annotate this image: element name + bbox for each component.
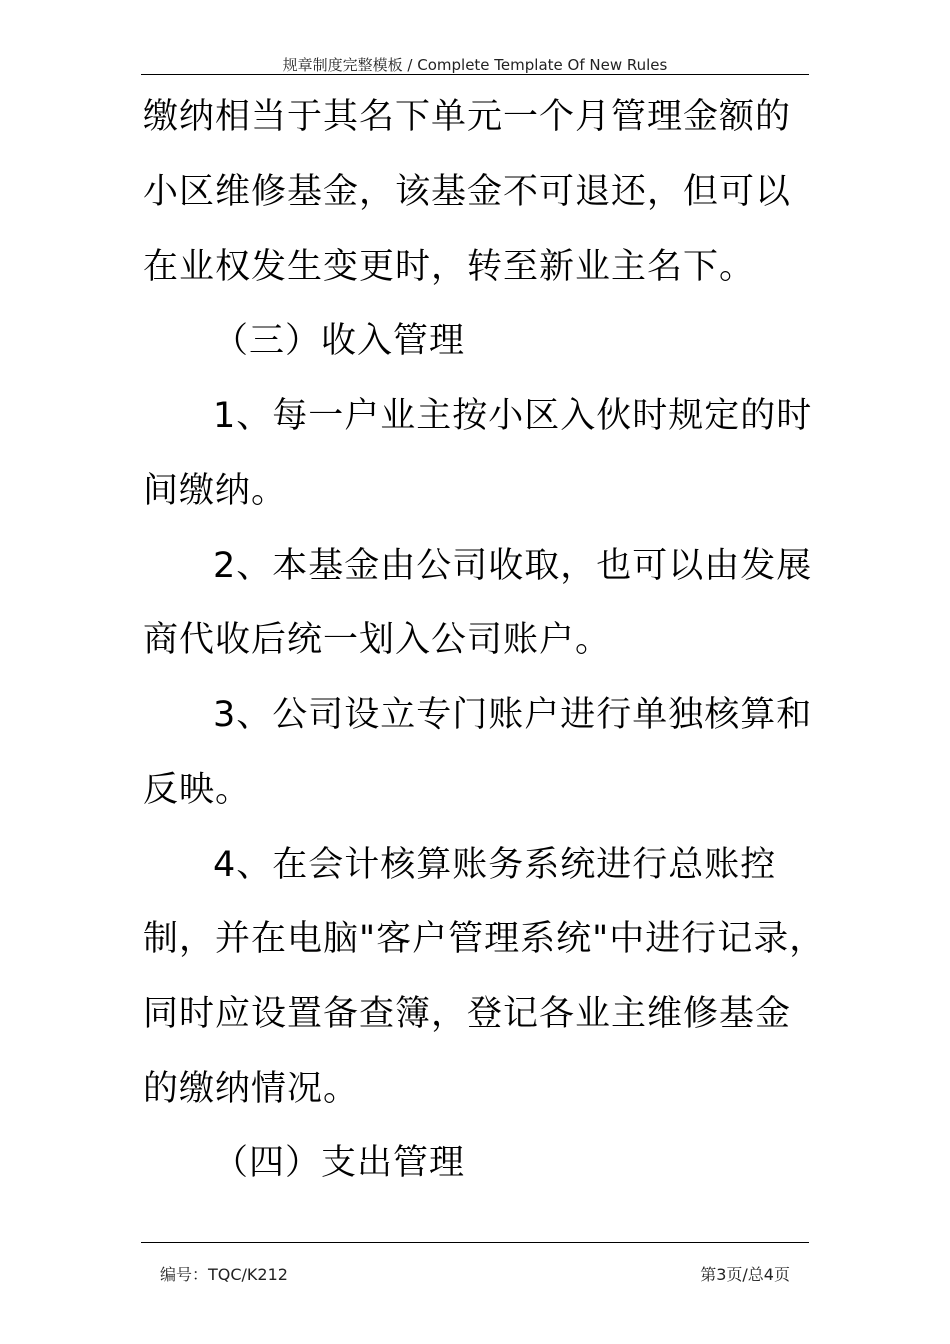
body-line: 3、公司设立专门账户进行单独核算和 — [213, 695, 813, 735]
body-line: 1、每一户业主按小区入伙时规定的时 — [213, 396, 813, 436]
header-rule — [141, 74, 809, 75]
body-line: 2、本基金由公司收取，也可以由发展 — [213, 546, 813, 586]
body-line: 小区维修基金，该基金不可退还，但可以 — [143, 172, 792, 212]
body-line: 反映。 — [143, 770, 252, 810]
footer-rule — [141, 1242, 809, 1243]
body-line: 缴纳相当于其名下单元一个月管理金额的 — [143, 97, 792, 137]
section-heading: （四）支出管理 — [213, 1143, 466, 1183]
body-line: 同时应设置备查簿，登记各业主维修基金 — [143, 994, 792, 1034]
section-heading: （三）收入管理 — [213, 321, 466, 361]
body-line: 制，并在电脑"客户管理系统"中进行记录， — [143, 919, 826, 959]
document-number: 编号：TQC/K212 — [160, 1265, 288, 1284]
body-line: 商代收后统一划入公司账户。 — [143, 620, 612, 660]
body-line: 的缴纳情况。 — [143, 1069, 360, 1109]
page-number: 第3页/总4页 — [700, 1265, 790, 1284]
body-line: 在业权发生变更时，转至新业主名下。 — [143, 247, 756, 287]
body-line: 4、在会计核算账务系统进行总账控 — [213, 845, 777, 885]
page-header-title: 规章制度完整模板 / Complete Template Of New Rules — [282, 56, 668, 74]
body-line: 间缴纳。 — [143, 471, 288, 511]
